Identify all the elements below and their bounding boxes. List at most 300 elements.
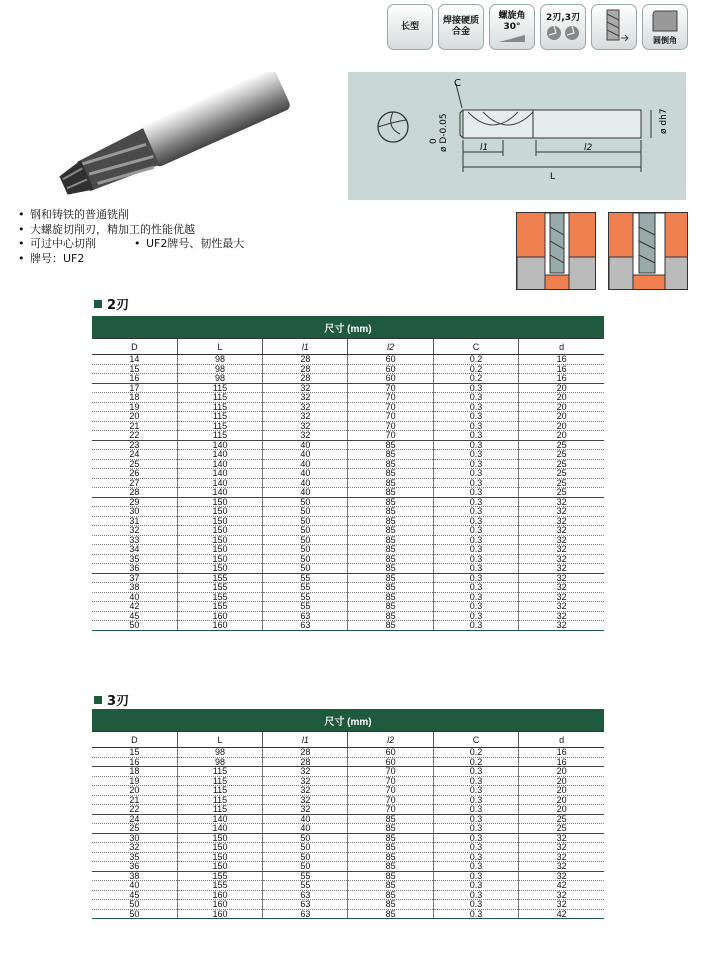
table-cell: 0.3 bbox=[433, 516, 518, 526]
table-row bbox=[92, 402, 604, 412]
table-cell: 33 bbox=[92, 535, 177, 545]
table-cell: 20 bbox=[519, 383, 604, 393]
table-cell: 20 bbox=[92, 786, 177, 796]
table-cell: 40 bbox=[92, 592, 177, 602]
table-cell: 70 bbox=[348, 393, 433, 403]
table-cell: 150 bbox=[177, 862, 262, 872]
table-cell: 150 bbox=[177, 526, 262, 536]
table-row bbox=[92, 393, 604, 403]
table-cell: 85 bbox=[348, 478, 433, 488]
table-cell: 50 bbox=[263, 852, 348, 862]
table-cell: 85 bbox=[348, 592, 433, 602]
table-cell: 98 bbox=[177, 364, 262, 374]
column-header: L bbox=[177, 732, 262, 748]
table-cell: 30 bbox=[92, 833, 177, 843]
table-cell: 140 bbox=[177, 450, 262, 460]
table-cell: 150 bbox=[177, 497, 262, 507]
table-cell: 40 bbox=[263, 440, 348, 450]
table-cell: 22 bbox=[92, 805, 177, 815]
table-cell: 85 bbox=[348, 852, 433, 862]
table-cell: 42 bbox=[519, 909, 604, 919]
table-cell: 40 bbox=[263, 814, 348, 824]
section-title-text: 3刃 bbox=[107, 694, 130, 709]
table-cell: 17 bbox=[92, 383, 177, 393]
table-cell: 28 bbox=[263, 355, 348, 365]
diameter-zero-label: 0 bbox=[429, 138, 439, 144]
table-cell: 32 bbox=[519, 564, 604, 574]
table-cell: 85 bbox=[348, 469, 433, 479]
table-cell: 0.3 bbox=[433, 526, 518, 536]
table-cell: 70 bbox=[348, 431, 433, 441]
table-cell: 16 bbox=[92, 374, 177, 384]
table-row bbox=[92, 535, 604, 545]
table-cell: 85 bbox=[348, 871, 433, 881]
table-cell: 0.3 bbox=[433, 440, 518, 450]
table-cell: 0.3 bbox=[433, 602, 518, 612]
table-cell: 140 bbox=[177, 440, 262, 450]
table-cell: 160 bbox=[177, 611, 262, 621]
table-row bbox=[92, 526, 604, 536]
table-cell: 37 bbox=[92, 573, 177, 583]
table-cell: 0.3 bbox=[433, 871, 518, 881]
table-cell: 50 bbox=[263, 516, 348, 526]
table-cell: 70 bbox=[348, 402, 433, 412]
table-cell: 115 bbox=[177, 776, 262, 786]
table-row bbox=[92, 497, 604, 507]
table-cell: 32 bbox=[519, 507, 604, 517]
table-cell: 140 bbox=[177, 488, 262, 498]
feature-item: • 大螺旋切削刃，精加工的性能优越 bbox=[18, 222, 195, 236]
table-cell: 63 bbox=[263, 621, 348, 631]
table-row bbox=[92, 611, 604, 621]
table-row bbox=[92, 824, 604, 834]
long-type-badge bbox=[387, 4, 433, 50]
table-cell: 50 bbox=[92, 621, 177, 631]
table-cell: 50 bbox=[263, 843, 348, 853]
table-cell: 0.2 bbox=[433, 748, 518, 758]
table-cell: 23 bbox=[92, 440, 177, 450]
table-cell: 21 bbox=[92, 795, 177, 805]
table-cell: 98 bbox=[177, 355, 262, 365]
table-cell: 70 bbox=[348, 421, 433, 431]
table-cell: 40 bbox=[263, 824, 348, 834]
table-cell: 50 bbox=[92, 900, 177, 910]
table-cell: 0.2 bbox=[433, 757, 518, 767]
slot-milling-illustration bbox=[517, 213, 596, 290]
table-cell: 0.3 bbox=[433, 564, 518, 574]
table-cell: 32 bbox=[519, 554, 604, 564]
table-cell: 50 bbox=[263, 545, 348, 555]
column-header: D bbox=[92, 339, 177, 355]
table-cell: 25 bbox=[519, 450, 604, 460]
table-row bbox=[92, 890, 604, 900]
table-row bbox=[92, 786, 604, 796]
table-cell: 0.3 bbox=[433, 776, 518, 786]
table-cell: 60 bbox=[348, 757, 433, 767]
table-cell: 50 bbox=[92, 909, 177, 919]
table-cell: 32 bbox=[519, 621, 604, 631]
table-row bbox=[92, 412, 604, 422]
table-cell: 16 bbox=[519, 355, 604, 365]
table-cell: 50 bbox=[263, 526, 348, 536]
section-title-3-flute bbox=[94, 690, 129, 709]
table-cell: 19 bbox=[92, 402, 177, 412]
table-cell: 32 bbox=[519, 545, 604, 555]
badge-sub-label: 30° bbox=[503, 22, 521, 32]
table-cell: 115 bbox=[177, 402, 262, 412]
table-cell: 32 bbox=[519, 583, 604, 593]
table-cell: 32 bbox=[263, 786, 348, 796]
table-cell: 15 bbox=[92, 364, 177, 374]
table-cell: 42 bbox=[92, 602, 177, 612]
end-mill-photo bbox=[45, 72, 295, 202]
table-cell: 18 bbox=[92, 767, 177, 777]
table-cell: 16 bbox=[92, 757, 177, 767]
table-cell: 0.3 bbox=[433, 852, 518, 862]
table-cell: 85 bbox=[348, 440, 433, 450]
table-cell: 160 bbox=[177, 890, 262, 900]
side-milling-figure bbox=[608, 212, 688, 290]
table-row bbox=[92, 364, 604, 374]
table-cell: 42 bbox=[519, 881, 604, 891]
table-cell: 32 bbox=[519, 526, 604, 536]
table-cell: 0.3 bbox=[433, 862, 518, 872]
table-row bbox=[92, 450, 604, 460]
column-header: d bbox=[519, 339, 604, 355]
table-cell: 29 bbox=[92, 497, 177, 507]
table-cell: 0.3 bbox=[433, 393, 518, 403]
table-cell: 60 bbox=[348, 374, 433, 384]
table-cell: 31 bbox=[92, 516, 177, 526]
table-row bbox=[92, 488, 604, 498]
table-cell: 0.3 bbox=[433, 469, 518, 479]
table-row bbox=[92, 440, 604, 450]
table-cell: 24 bbox=[92, 450, 177, 460]
end-mill-icon bbox=[598, 8, 630, 46]
table-row bbox=[92, 583, 604, 593]
table-cell: 0.3 bbox=[433, 824, 518, 834]
table-cell: 63 bbox=[263, 890, 348, 900]
helix-angle-icon bbox=[497, 33, 527, 43]
table-cell: 20 bbox=[519, 431, 604, 441]
table-cell: 32 bbox=[519, 573, 604, 583]
table-cell: 32 bbox=[519, 862, 604, 872]
table-cell: 140 bbox=[177, 459, 262, 469]
table-cell: 36 bbox=[92, 564, 177, 574]
table-cell: 28 bbox=[263, 364, 348, 374]
table-cell: 85 bbox=[348, 824, 433, 834]
table-cell: 22 bbox=[92, 431, 177, 441]
table-cell: 20 bbox=[519, 786, 604, 796]
table-header-title: 尺寸 (mm) bbox=[92, 316, 604, 339]
column-header: d bbox=[519, 732, 604, 748]
table-cell: 25 bbox=[519, 478, 604, 488]
table-cell: 115 bbox=[177, 412, 262, 422]
table-cell: 20 bbox=[519, 421, 604, 431]
table-row bbox=[92, 507, 604, 517]
feature-item: • 牌号：UF2 bbox=[18, 251, 85, 265]
table-cell: 115 bbox=[177, 805, 262, 815]
table-cell: 32 bbox=[263, 383, 348, 393]
table-cell: 155 bbox=[177, 871, 262, 881]
table-cell: 32 bbox=[519, 900, 604, 910]
table-cell: 32 bbox=[519, 516, 604, 526]
table-cell: 85 bbox=[348, 621, 433, 631]
column-header: C bbox=[433, 339, 518, 355]
table-cell: 32 bbox=[263, 805, 348, 815]
table-cell: 35 bbox=[92, 852, 177, 862]
table-cell: 155 bbox=[177, 602, 262, 612]
section-title-2-flute bbox=[94, 294, 129, 313]
table-cell: 34 bbox=[92, 545, 177, 555]
table-row bbox=[92, 748, 604, 758]
table-cell: 18 bbox=[92, 393, 177, 403]
table-cell: 20 bbox=[519, 776, 604, 786]
table-cell: 85 bbox=[348, 459, 433, 469]
flute-section-icon bbox=[545, 24, 581, 42]
table-cell: 85 bbox=[348, 900, 433, 910]
table-cell: 85 bbox=[348, 573, 433, 583]
table-row bbox=[92, 881, 604, 891]
column-header: l2 bbox=[348, 732, 433, 748]
table-cell: 20 bbox=[519, 767, 604, 777]
feature-list bbox=[18, 208, 244, 266]
table-cell: 140 bbox=[177, 824, 262, 834]
table-cell: 63 bbox=[263, 909, 348, 919]
center-cut-badge bbox=[591, 4, 637, 50]
table-row bbox=[92, 564, 604, 574]
feature-text: 钢和铸铁的普通铣削 bbox=[30, 208, 129, 221]
table-cell: 0.3 bbox=[433, 554, 518, 564]
table-cell: 25 bbox=[519, 824, 604, 834]
table-cell: 98 bbox=[177, 374, 262, 384]
feature-text: 牌号：UF2 bbox=[30, 251, 85, 265]
table-cell: 14 bbox=[92, 355, 177, 365]
table-cell: 150 bbox=[177, 507, 262, 517]
table-cell: 115 bbox=[177, 383, 262, 393]
table-cell: 70 bbox=[348, 776, 433, 786]
table-cell: 32 bbox=[519, 592, 604, 602]
dimension-drawing bbox=[348, 72, 686, 200]
table-row bbox=[92, 852, 604, 862]
table-cell: 0.3 bbox=[433, 592, 518, 602]
table-cell: 19 bbox=[92, 776, 177, 786]
table-row bbox=[92, 478, 604, 488]
table-cell: 0.3 bbox=[433, 611, 518, 621]
spec-table-2-flute bbox=[92, 316, 604, 631]
table-cell: 0.3 bbox=[433, 833, 518, 843]
table-cell: 150 bbox=[177, 852, 262, 862]
table-cell: 50 bbox=[263, 497, 348, 507]
table-row bbox=[92, 621, 604, 631]
column-header: l1 bbox=[263, 339, 348, 355]
table-cell: 40 bbox=[263, 478, 348, 488]
table-cell: 0.3 bbox=[433, 890, 518, 900]
chamfer-label: C bbox=[454, 78, 461, 89]
table-row bbox=[92, 814, 604, 824]
flute-count-badge bbox=[540, 4, 586, 50]
table-row bbox=[92, 383, 604, 393]
table-cell: 20 bbox=[519, 412, 604, 422]
table-row bbox=[92, 459, 604, 469]
feature-item: • 钢和铸铁的普通铣削 bbox=[18, 208, 129, 221]
table-cell: 0.3 bbox=[433, 412, 518, 422]
table-cell: 32 bbox=[519, 890, 604, 900]
table-cell: 85 bbox=[348, 488, 433, 498]
spec-table-3-flute bbox=[92, 709, 604, 919]
table-cell: 55 bbox=[263, 602, 348, 612]
table-cell: 16 bbox=[519, 757, 604, 767]
table-row bbox=[92, 592, 604, 602]
table-cell: 25 bbox=[519, 488, 604, 498]
table-cell: 63 bbox=[263, 611, 348, 621]
table-cell: 85 bbox=[348, 814, 433, 824]
table-cell: 27 bbox=[92, 478, 177, 488]
table-cell: 115 bbox=[177, 767, 262, 777]
section-title-text: 2刃 bbox=[107, 298, 130, 313]
table-cell: 40 bbox=[263, 459, 348, 469]
table-cell: 0.3 bbox=[433, 421, 518, 431]
table-cell: 26 bbox=[92, 469, 177, 479]
table-body bbox=[92, 748, 604, 919]
table-cell: 155 bbox=[177, 881, 262, 891]
table-cell: 21 bbox=[92, 421, 177, 431]
table-row bbox=[92, 805, 604, 815]
table-row bbox=[92, 431, 604, 441]
table-cell: 0.3 bbox=[433, 488, 518, 498]
table-cell: 155 bbox=[177, 592, 262, 602]
table-cell: 20 bbox=[92, 412, 177, 422]
table-cell: 0.3 bbox=[433, 573, 518, 583]
table-cell: 32 bbox=[263, 412, 348, 422]
feature-text: 可过中心切削 bbox=[30, 237, 96, 250]
table-cell: 140 bbox=[177, 814, 262, 824]
table-cell: 150 bbox=[177, 535, 262, 545]
column-header: D bbox=[92, 732, 177, 748]
table-cell: 28 bbox=[263, 748, 348, 758]
table-cell: 32 bbox=[92, 843, 177, 853]
table-cell: 55 bbox=[263, 881, 348, 891]
table-cell: 160 bbox=[177, 900, 262, 910]
column-header: l1 bbox=[263, 732, 348, 748]
table-cell: 28 bbox=[263, 374, 348, 384]
table-cell: 85 bbox=[348, 833, 433, 843]
table-cell: 160 bbox=[177, 909, 262, 919]
table-cell: 155 bbox=[177, 583, 262, 593]
table-cell: 85 bbox=[348, 881, 433, 891]
table-cell: 85 bbox=[348, 611, 433, 621]
table-cell: 32 bbox=[263, 421, 348, 431]
table-cell: 85 bbox=[348, 890, 433, 900]
table-cell: 0.3 bbox=[433, 535, 518, 545]
table-row bbox=[92, 833, 604, 843]
table-cell: 0.3 bbox=[433, 507, 518, 517]
table-row bbox=[92, 862, 604, 872]
table-cell: 98 bbox=[177, 748, 262, 758]
table-cell: 60 bbox=[348, 748, 433, 758]
feature-text: 大螺旋切削刃，精加工的性能优越 bbox=[30, 222, 195, 236]
table-row bbox=[92, 421, 604, 431]
table-cell: 32 bbox=[519, 833, 604, 843]
table-cell: 50 bbox=[263, 507, 348, 517]
table-cell: 45 bbox=[92, 890, 177, 900]
table-cell: 50 bbox=[263, 554, 348, 564]
table-cell: 28 bbox=[92, 488, 177, 498]
table-cell: 0.3 bbox=[433, 431, 518, 441]
helix-angle-badge bbox=[489, 4, 535, 50]
table-row bbox=[92, 469, 604, 479]
table-cell: 85 bbox=[348, 516, 433, 526]
table-cell: 0.3 bbox=[433, 478, 518, 488]
table-row bbox=[92, 545, 604, 555]
table-row bbox=[92, 602, 604, 612]
table-row bbox=[92, 900, 604, 910]
table-cell: 0.3 bbox=[433, 843, 518, 853]
total-length-label: L bbox=[550, 172, 556, 182]
table-cell: 16 bbox=[519, 374, 604, 384]
table-cell: 0.3 bbox=[433, 767, 518, 777]
table-header-title: 尺寸 (mm) bbox=[92, 709, 604, 732]
table-cell: 32 bbox=[519, 852, 604, 862]
table-cell: 115 bbox=[177, 795, 262, 805]
shank-diameter-label: ø dh7 bbox=[659, 108, 669, 134]
table-cell: 0.3 bbox=[433, 621, 518, 631]
table-cell: 60 bbox=[348, 355, 433, 365]
slot-milling-figure bbox=[516, 212, 596, 290]
table-cell: 150 bbox=[177, 564, 262, 574]
table-cell: 50 bbox=[263, 535, 348, 545]
table-cell: 55 bbox=[263, 592, 348, 602]
table-cell: 85 bbox=[348, 545, 433, 555]
brazed-carbide-badge bbox=[438, 4, 484, 50]
table-cell: 50 bbox=[263, 862, 348, 872]
table-cell: 115 bbox=[177, 431, 262, 441]
table-cell: 32 bbox=[519, 843, 604, 853]
table-cell: 32 bbox=[519, 611, 604, 621]
table-cell: 25 bbox=[519, 440, 604, 450]
table-row bbox=[92, 374, 604, 384]
table-body bbox=[92, 355, 604, 631]
table-row bbox=[92, 871, 604, 881]
table-cell: 32 bbox=[263, 776, 348, 786]
table-cell: 25 bbox=[519, 459, 604, 469]
table-cell: 20 bbox=[519, 795, 604, 805]
table-cell: 70 bbox=[348, 805, 433, 815]
feature-item: • 可过中心切削 • UF2牌号、韧性最大 bbox=[18, 237, 245, 250]
table-row bbox=[92, 516, 604, 526]
table-cell: 155 bbox=[177, 573, 262, 583]
table-cell: 32 bbox=[263, 795, 348, 805]
table-cell: 70 bbox=[348, 786, 433, 796]
technical-drawing bbox=[348, 72, 686, 200]
table-row bbox=[92, 554, 604, 564]
table-cell: 32 bbox=[519, 497, 604, 507]
badge-label: 2刃,3刃 bbox=[546, 12, 580, 23]
table-cell: 25 bbox=[92, 459, 177, 469]
table-cell: 32 bbox=[92, 526, 177, 536]
feature-badges bbox=[387, 4, 688, 50]
table-cell: 36 bbox=[92, 862, 177, 872]
table-cell: 115 bbox=[177, 393, 262, 403]
table-cell: 35 bbox=[92, 554, 177, 564]
table-cell: 20 bbox=[519, 402, 604, 412]
table-cell: 30 bbox=[92, 507, 177, 517]
table-cell: 85 bbox=[348, 535, 433, 545]
table-cell: 55 bbox=[263, 583, 348, 593]
table-row bbox=[92, 757, 604, 767]
table-cell: 70 bbox=[348, 383, 433, 393]
table-cell: 32 bbox=[263, 402, 348, 412]
